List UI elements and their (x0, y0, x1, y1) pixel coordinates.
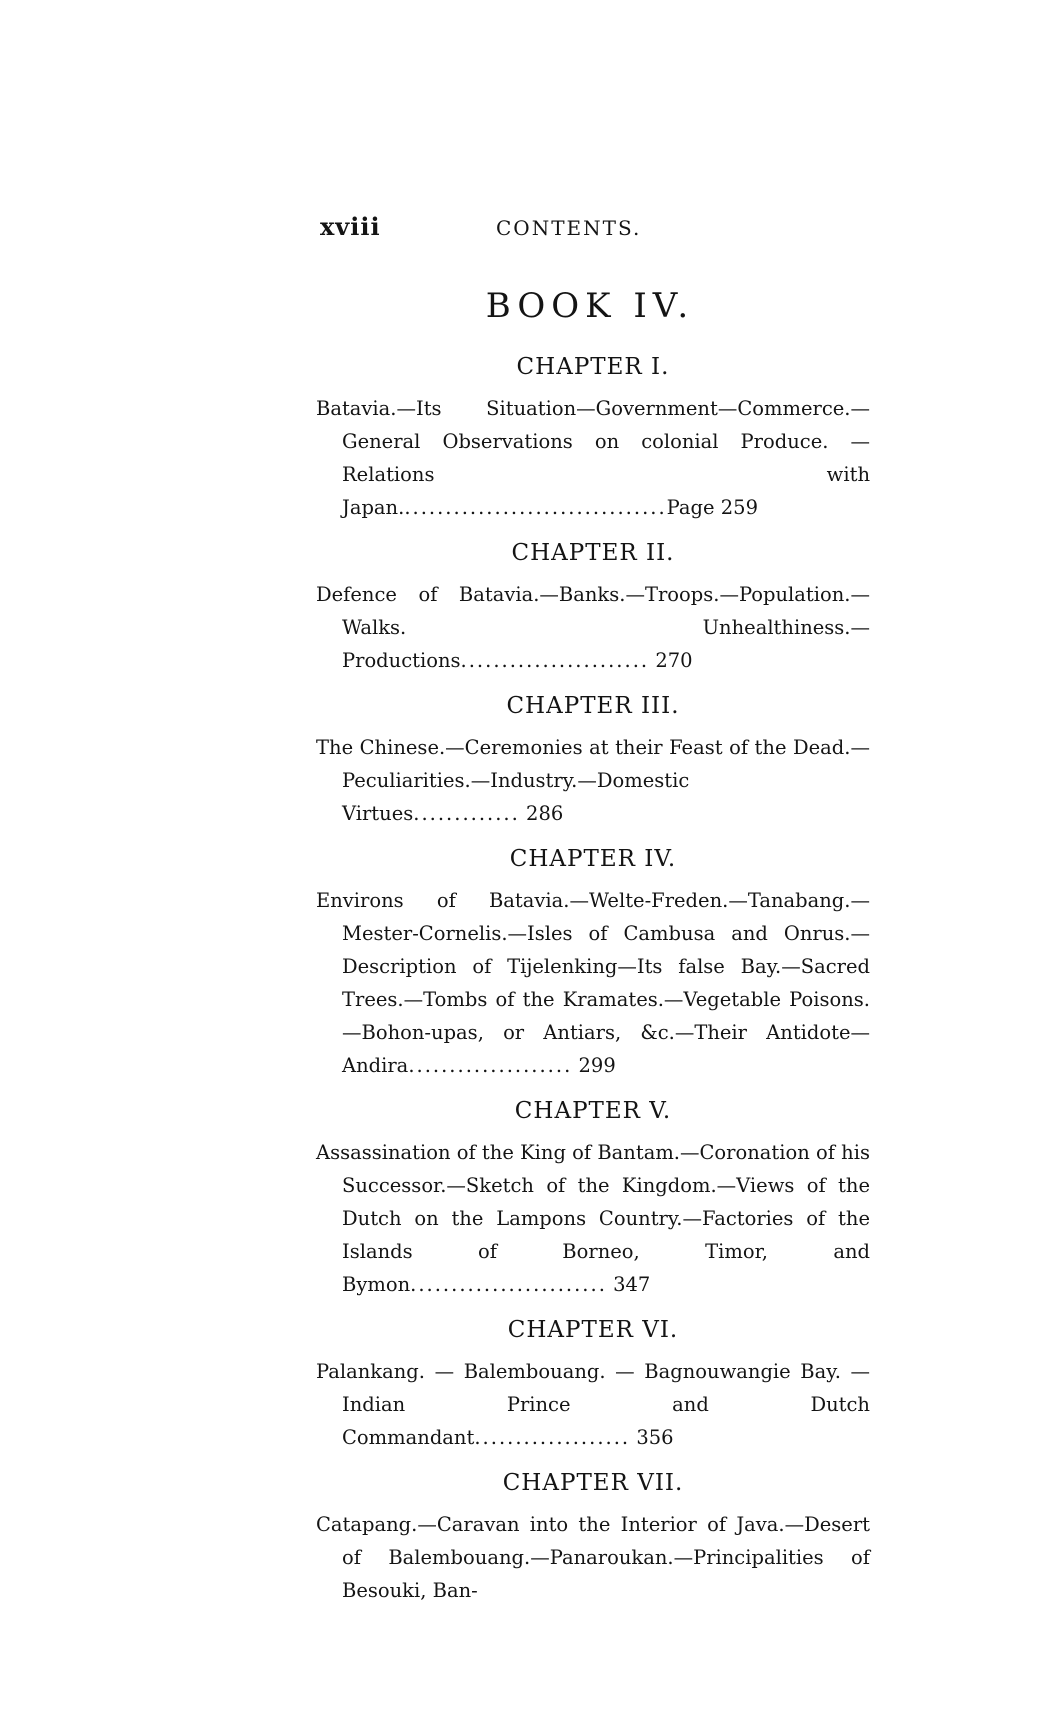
chapter-heading: CHAPTER VII. (502, 1470, 684, 1496)
chapter-heading: CHAPTER III. (506, 693, 680, 719)
chapter-summary[interactable] (316, 578, 870, 677)
chapter-summary[interactable] (316, 1355, 870, 1454)
summary-text: Assassination of the King of Bantam.—Coronation of his Successor.—Sketch of the Kingdom.—Views of the Dutch on the Lampons Country.—Factories of the Islands of Borneo, Timor, and Bymon (316, 1141, 870, 1296)
page-number: 356 (636, 1426, 674, 1449)
summary-text: The Chinese.—Ceremonies at their Feast of the Dead.—Peculiarities.—Industry.—Domestic Virtues (316, 736, 870, 825)
page-number: 299 (578, 1054, 616, 1077)
summary-text: Batavia.—Its Situation—Government—Commerce.—General Observations on colonial Produce. — Relations with Japan. (316, 397, 870, 519)
page-number: Page 259 (666, 496, 758, 519)
chapter-heading: CHAPTER IV. (509, 846, 677, 872)
page-number: 286 (526, 802, 564, 825)
summary-text: Palankang. — Balembouang. — Bagnouwangie Bay. — Indian Prince and Dutch Commandant (316, 1360, 870, 1449)
chapter-summary[interactable] (316, 1136, 870, 1301)
dot-leader: .................... (408, 1054, 573, 1077)
summary-text: Environs of Batavia.—Welte-Freden.—Tanabang.—Mester-Cornelis.—Isles of Cambusa and Onrus.—Description of Tijelenking—Its false Bay.—Sacred Trees.—Tombs of the Kramates.—Vegetable Poisons.—Bohon-upas, or Antiars, &c.—Their Antidote—Andira (316, 889, 870, 1077)
chapter-3 (316, 691, 870, 830)
chapter-1 (316, 352, 870, 524)
dot-leader: ................... (474, 1426, 631, 1449)
chapter-summary[interactable] (316, 1508, 870, 1607)
summary-text: Catapang.—Caravan into the Interior of Java.—Desert of Balembouang.—Panaroukan.—Principalities of Besouki, Ban- (316, 1513, 870, 1602)
chapter-4 (316, 844, 870, 1082)
chapter-summary[interactable] (316, 731, 870, 830)
chapter-7 (316, 1468, 870, 1607)
contents-list (316, 352, 870, 1617)
chapter-5 (316, 1096, 870, 1301)
chapter-summary[interactable] (316, 392, 870, 524)
dot-leader: ............. (413, 802, 520, 825)
chapter-heading: CHAPTER I. (516, 354, 670, 380)
chapter-heading: CHAPTER VI. (507, 1317, 679, 1343)
summary-text: Defence of Batavia.—Banks.—Troops.—Population.—Walks. Unhealthiness.—Productions (316, 583, 870, 672)
dot-leader: ........................ (410, 1273, 607, 1296)
book-title: BOOK IV. (485, 286, 695, 326)
running-head: CONTENTS. (496, 216, 642, 240)
page-number: 270 (655, 649, 693, 672)
dot-leader: ....................... (460, 649, 650, 672)
folio-number: xviii (320, 212, 381, 241)
page-number: 347 (613, 1273, 651, 1296)
page-header (320, 212, 860, 252)
dot-leader: ................................ (404, 496, 667, 519)
chapter-heading: CHAPTER II. (511, 540, 675, 566)
chapter-6 (316, 1315, 870, 1454)
chapter-heading: CHAPTER V. (514, 1098, 672, 1124)
chapter-2 (316, 538, 870, 677)
chapter-summary[interactable] (316, 884, 870, 1082)
